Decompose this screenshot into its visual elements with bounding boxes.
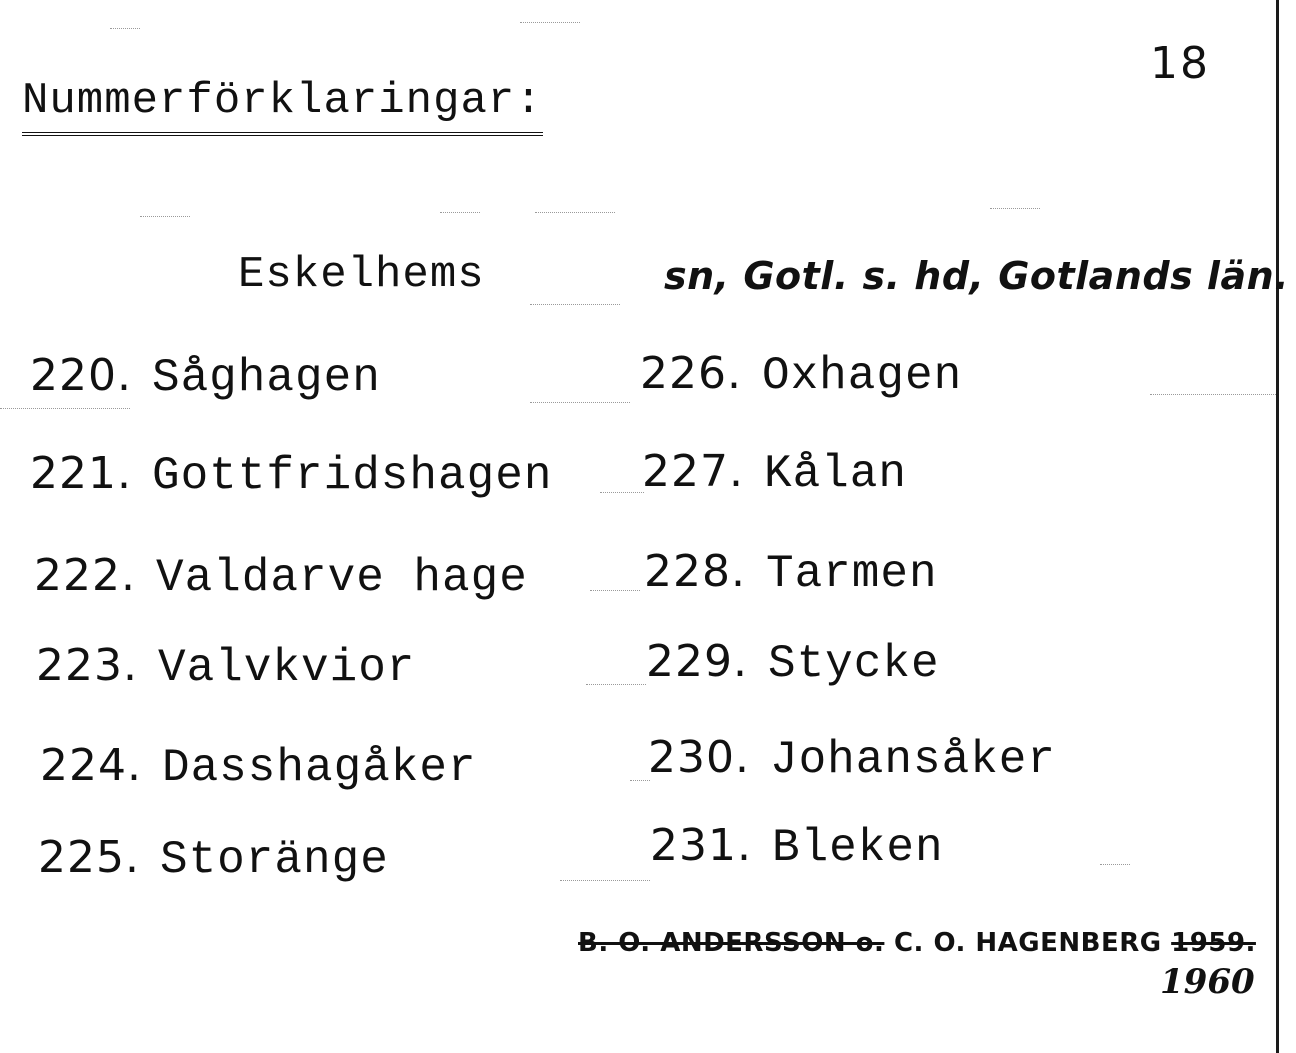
list-item	[650, 820, 944, 874]
guide-dots	[535, 212, 615, 213]
guide-dots	[110, 28, 140, 29]
list-item	[640, 348, 962, 402]
entry-number: 229.	[646, 636, 748, 687]
entry-number: 227.	[642, 446, 744, 497]
guide-dots	[440, 212, 480, 213]
guide-dots	[1100, 864, 1130, 865]
list-item	[34, 550, 528, 604]
entry-name: Såghagen	[151, 352, 381, 404]
card-number: 18	[1150, 38, 1210, 89]
entry-number: 221.	[30, 448, 132, 499]
guide-dots	[1150, 394, 1276, 395]
entry-name: Storänge	[159, 834, 389, 886]
guide-dots	[990, 208, 1040, 209]
handwritten-year: 1960	[1160, 962, 1255, 1002]
list-item	[646, 636, 940, 690]
entry-number: 223.	[36, 640, 138, 691]
guide-dots	[630, 780, 650, 781]
guide-dots	[530, 304, 620, 305]
struck-year: 1959.	[1171, 928, 1256, 958]
entry-name: Johansåker	[769, 734, 1057, 786]
guide-dots	[560, 880, 650, 881]
entry-name: Tarmen	[765, 548, 938, 600]
entry-name: Kålan	[763, 448, 907, 500]
entry-name: Bleken	[771, 822, 944, 874]
guide-dots	[140, 216, 190, 217]
entry-number: 228.	[644, 546, 746, 597]
parish-name: Eskelhems	[238, 250, 485, 300]
entry-number: 226.	[640, 348, 742, 399]
list-item	[644, 546, 938, 600]
list-item	[30, 350, 381, 404]
guide-dots	[586, 684, 646, 685]
location-line: sn, Gotl. s. hd, Gotlands län.	[664, 254, 1290, 298]
guide-dots	[600, 492, 644, 493]
entry-name: Stycke	[767, 638, 940, 690]
list-item	[648, 732, 1056, 786]
entry-name: Gottfridshagen	[151, 450, 553, 502]
entry-name: Valvkvior	[157, 642, 416, 694]
entry-number: 231.	[650, 820, 752, 871]
entry-name: Dasshagåker	[161, 742, 477, 794]
list-item	[642, 446, 907, 500]
list-item	[30, 448, 552, 502]
entry-name: Oxhagen	[761, 350, 963, 402]
entry-number: 220.	[30, 350, 132, 401]
author-name: C. O. HAGENBERG	[893, 928, 1162, 958]
struck-author: B. O. ANDERSSON o.	[578, 928, 885, 958]
entry-name: Valdarve hage	[155, 552, 528, 604]
entry-number: 224.	[40, 740, 142, 791]
guide-dots	[520, 22, 580, 23]
card-edge	[1276, 0, 1279, 1053]
entry-number: 222.	[34, 550, 136, 601]
author-stamp	[578, 928, 1256, 958]
entry-number: 230.	[648, 732, 750, 783]
list-item	[38, 832, 389, 886]
guide-dots	[590, 590, 640, 591]
guide-dots	[530, 402, 630, 403]
card-heading: Nummerförklaringar:	[22, 76, 543, 136]
entry-number: 225.	[38, 832, 140, 883]
list-item	[36, 640, 415, 694]
guide-dots	[0, 408, 130, 409]
list-item	[40, 740, 477, 794]
